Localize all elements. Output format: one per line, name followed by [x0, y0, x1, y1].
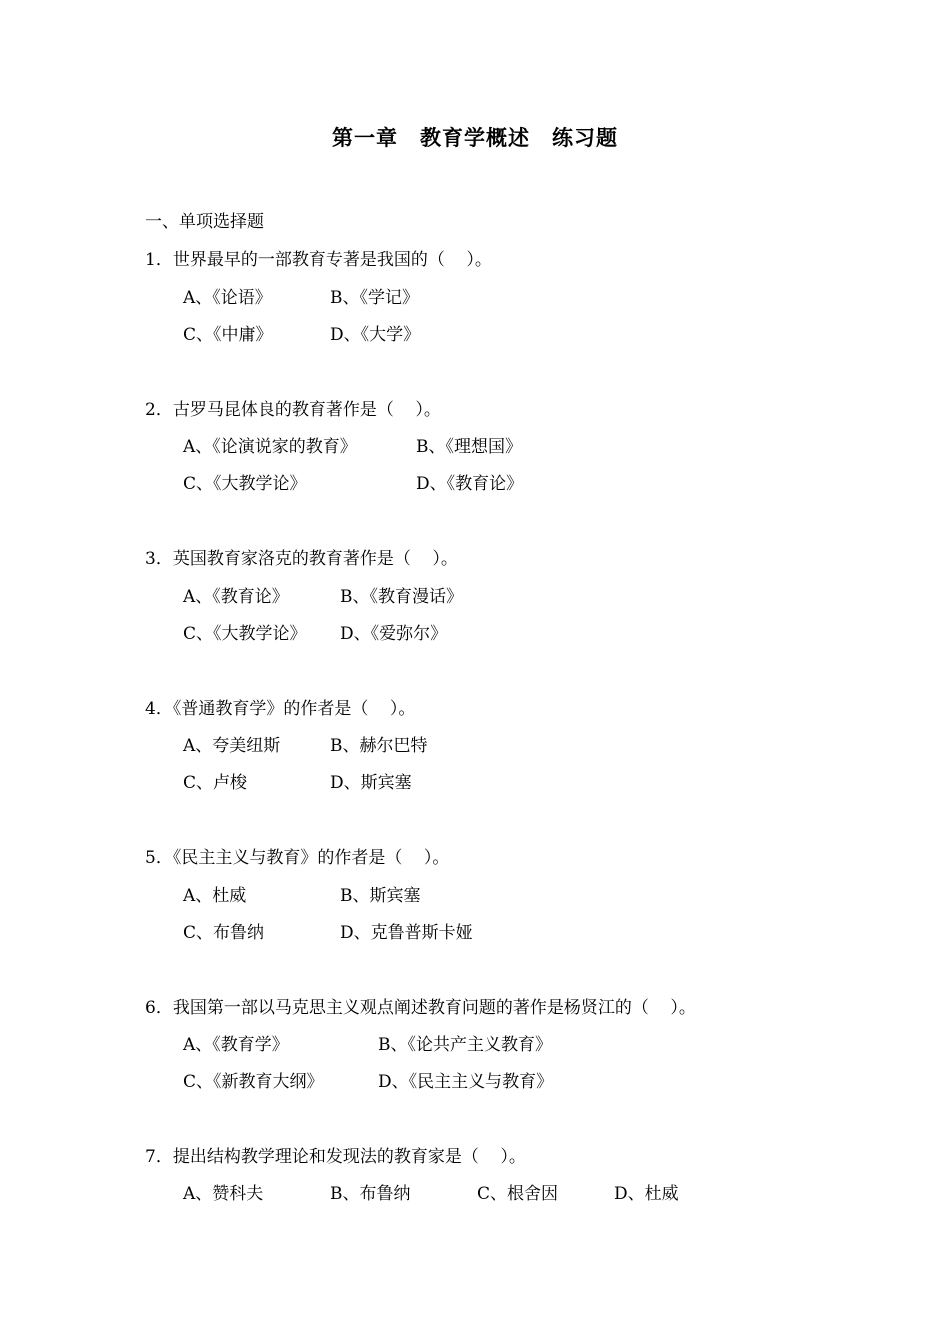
q6-option-a: A、《教育学》 — [183, 1035, 289, 1055]
q1-option-b: B、《学记》 — [330, 288, 419, 308]
q6-option-d: D、《民主主义与教育》 — [378, 1072, 554, 1092]
q3-option-a: A、《教育论》 — [183, 587, 289, 607]
q2-option-d: D、《教育论》 — [416, 474, 524, 494]
q5-option-d: D、克鲁普斯卡娅 — [340, 923, 473, 943]
q6-option-c: C、《新教育大纲》 — [183, 1072, 324, 1092]
q6-option-b: B、《论共产主义教育》 — [378, 1035, 552, 1055]
question-7: 7．提出结构教学理论和发现法的教育家是（ ）。 — [145, 1147, 526, 1167]
q3-option-d: D、《爱弥尔》 — [340, 624, 448, 644]
section-heading: 一、单项选择题 — [145, 212, 264, 232]
q4-option-a: A、夸美纽斯 — [183, 736, 281, 756]
q2-option-b: B、《理想国》 — [416, 437, 522, 457]
q5-option-c: C、布鲁纳 — [183, 923, 265, 943]
q7-option-c: C、根舍因 — [477, 1184, 559, 1204]
q5-option-a: A、杜威 — [183, 886, 247, 906]
q4-option-d: D、斯宾塞 — [330, 773, 412, 793]
q1-option-c: C、《中庸》 — [183, 325, 273, 345]
q2-option-a: A、《论演说家的教育》 — [183, 437, 357, 457]
q5-option-b: B、斯宾塞 — [340, 886, 421, 906]
q3-option-c: C、《大教学论》 — [183, 624, 307, 644]
q1-option-d: D、《大学》 — [330, 325, 421, 345]
question-5: 5．《民主主义与教育》的作者是（ ）。 — [145, 848, 450, 868]
q7-option-d: D、杜威 — [614, 1184, 679, 1204]
q1-option-a: A、《论语》 — [183, 288, 272, 308]
q2-option-c: C、《大教学论》 — [183, 474, 307, 494]
q3-option-b: B、《教育漫话》 — [340, 587, 463, 607]
q4-option-c: C、卢梭 — [183, 773, 248, 793]
q7-option-a: A、赞科夫 — [183, 1184, 264, 1204]
question-3: 3．英国教育家洛克的教育著作是（ ）。 — [145, 549, 458, 569]
question-1: 1．世界最早的一部教育专著是我国的（ ）。 — [145, 250, 492, 270]
page-title: 第一章 教育学概述 练习题 — [332, 125, 618, 150]
question-4: 4．《普通教育学》的作者是（ ）。 — [145, 699, 416, 719]
q4-option-b: B、赫尔巴特 — [330, 736, 428, 756]
question-6: 6．我国第一部以马克思主义观点阐述教育问题的著作是杨贤江的（ ）。 — [145, 998, 696, 1018]
question-2: 2．古罗马昆体良的教育著作是（ ）。 — [145, 400, 441, 420]
q7-option-b: B、布鲁纳 — [330, 1184, 411, 1204]
